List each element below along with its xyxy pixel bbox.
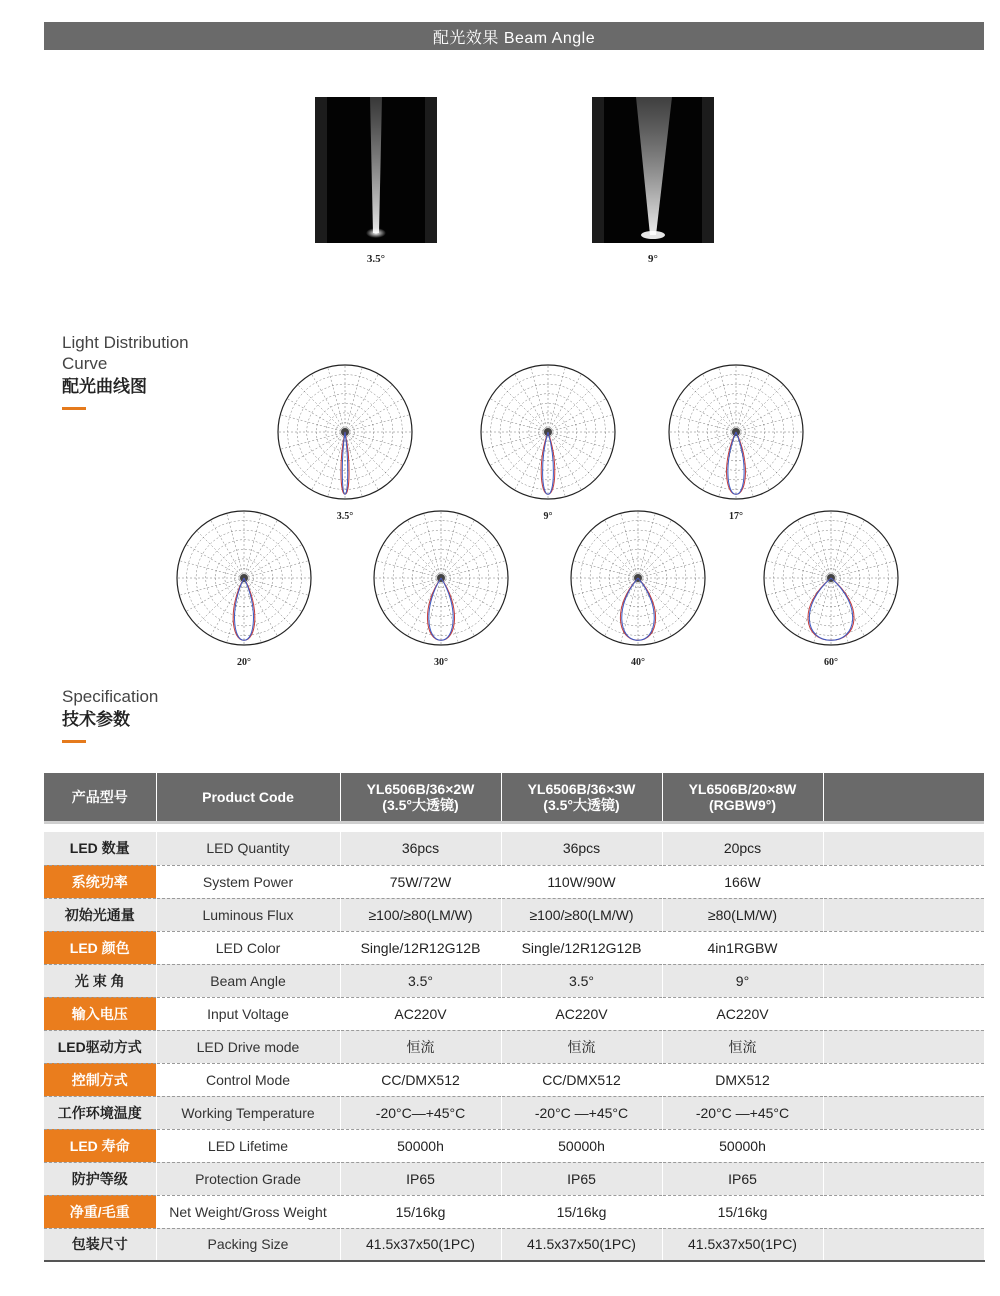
cell-value: -20°C —+45°C: [501, 1096, 662, 1129]
polar-spoke: [621, 513, 638, 578]
cell-value: IP65: [501, 1162, 662, 1195]
polar-spoke: [441, 531, 488, 578]
polar-spoke: [345, 432, 403, 466]
polar-spoke: [548, 415, 613, 432]
header-model-line2: (3.5°大透镜): [382, 796, 459, 813]
beam-photo-narrow: [315, 97, 437, 243]
polar-spoke: [831, 578, 848, 643]
cell-value: IP65: [662, 1162, 823, 1195]
polar-spoke: [179, 561, 244, 578]
polar-spoke: [441, 513, 458, 578]
polar-spoke: [605, 520, 639, 578]
cell-value: DMX512: [662, 1063, 823, 1096]
cell-value: 166W: [662, 865, 823, 898]
accent-bar: [62, 740, 86, 743]
header-model-1: [340, 773, 501, 822]
cell-empty: [823, 1129, 984, 1162]
cell-value: 75W/72W: [340, 865, 501, 898]
polar-spoke: [798, 578, 832, 636]
cell-value: 9°: [662, 964, 823, 997]
table-row: [44, 1063, 984, 1096]
header-model-line2: (3.5°大透镜): [543, 796, 620, 813]
polar-spoke: [483, 415, 548, 432]
polar-spoke: [328, 367, 345, 432]
cell-value: ≥100/≥80(LM/W): [501, 898, 662, 931]
polar-spoke: [766, 561, 831, 578]
polar-spoke: [831, 520, 865, 578]
polar-spoke: [227, 513, 244, 578]
polar-spoke: [638, 513, 655, 578]
table-row: [44, 1096, 984, 1129]
cell-value: Single/12R12G12B: [501, 931, 662, 964]
polar-spoke: [298, 432, 345, 479]
cell-empty: [823, 931, 984, 964]
polar-spoke: [831, 513, 848, 578]
polar-spoke: [831, 545, 889, 579]
polar-spoke: [345, 367, 362, 432]
table-row: [44, 1030, 984, 1063]
cell-empty: [823, 1195, 984, 1228]
row-label-en: Net Weight/Gross Weight: [156, 1195, 340, 1228]
polar-spoke: [814, 578, 831, 643]
cell-empty: [823, 997, 984, 1030]
row-label-en: LED Color: [156, 931, 340, 964]
cell-value: -20°C—+45°C: [340, 1096, 501, 1129]
cell-value: Single/12R12G12B: [340, 931, 501, 964]
polar-spoke: [244, 545, 302, 579]
table-row: [44, 997, 984, 1030]
cell-empty: [823, 832, 984, 865]
row-label-en: Protection Grade: [156, 1162, 340, 1195]
polar-spoke: [424, 578, 441, 643]
polar-spoke: [671, 432, 736, 449]
polar-spoke: [501, 385, 548, 432]
polar-spoke: [548, 432, 613, 449]
polar-spoke: [638, 561, 703, 578]
polar-spoke: [591, 531, 638, 578]
row-label-en: LED Drive mode: [156, 1030, 340, 1063]
polar-chart-label: 9°: [543, 511, 553, 522]
polar-chart: [364, 501, 518, 655]
polar-spoke: [678, 399, 736, 433]
cell-empty: [823, 1063, 984, 1096]
table-row: [44, 931, 984, 964]
polar-spoke: [831, 578, 889, 612]
polar-spoke: [531, 367, 548, 432]
cell-value: AC220V: [662, 997, 823, 1030]
header-model-line1: YL6506B/20×8W: [688, 780, 797, 797]
specification-title-en: Specification: [62, 687, 159, 706]
polar-spoke: [244, 578, 309, 595]
cell-value: 20pcs: [662, 832, 823, 865]
light-distribution-title: [62, 332, 189, 410]
polar-spoke: [197, 578, 244, 625]
light-distribution-title-en-2: Curve: [62, 354, 108, 373]
cell-value: ≥80(LM/W): [662, 898, 823, 931]
polar-spoke: [736, 432, 753, 497]
polar-spoke: [736, 374, 770, 432]
polar-spoke: [736, 432, 770, 490]
cell-value: 4in1RGBW: [662, 931, 823, 964]
cell-value: 110W/90W: [501, 865, 662, 898]
polar-spoke: [784, 531, 831, 578]
row-label-cn: LED驱动方式: [44, 1030, 156, 1063]
cell-empty: [823, 865, 984, 898]
header-model-3: [662, 773, 823, 822]
cell-value: 36pcs: [340, 832, 501, 865]
polar-spoke: [441, 520, 475, 578]
polar-spoke: [671, 415, 736, 432]
cell-empty: [823, 1162, 984, 1195]
table-row: [44, 898, 984, 931]
polar-spoke: [280, 432, 345, 449]
polar-chart: [561, 501, 715, 655]
cell-empty: [823, 1228, 984, 1261]
row-label-cn: 输入电压: [44, 997, 156, 1030]
table-row: [44, 964, 984, 997]
polar-spoke: [394, 531, 441, 578]
polar-spoke: [244, 561, 309, 578]
header-en: Product Code: [156, 773, 340, 822]
polar-spoke: [287, 432, 345, 466]
cell-empty: [823, 964, 984, 997]
header-model-line1: YL6506B/36×3W: [527, 780, 636, 797]
cell-value: 50000h: [662, 1129, 823, 1162]
cell-value: 50000h: [340, 1129, 501, 1162]
beam-photo-wide: [592, 97, 714, 243]
header-model-line2: (RGBW9°): [708, 796, 777, 813]
accent-bar: [62, 407, 86, 410]
table-row: [44, 865, 984, 898]
spec-table: [44, 773, 985, 1262]
row-label-cn: 防护等级: [44, 1162, 156, 1195]
polar-spoke: [591, 578, 638, 625]
polar-spoke: [441, 545, 499, 579]
polar-spoke: [186, 545, 244, 579]
polar-spoke: [736, 367, 753, 432]
polar-spoke: [638, 578, 685, 625]
row-label-en: Working Temperature: [156, 1096, 340, 1129]
beam-angle-header: [44, 22, 984, 50]
row-label-cn: LED 颜色: [44, 931, 156, 964]
polar-spoke: [376, 578, 441, 595]
polar-spoke: [394, 578, 441, 625]
row-label-cn: 控制方式: [44, 1063, 156, 1096]
polar-spoke: [580, 545, 638, 579]
polar-spoke: [548, 385, 595, 432]
polar-chart-label: 40°: [631, 657, 645, 668]
cell-value: AC220V: [340, 997, 501, 1030]
beam-wide-graphic: [592, 97, 714, 243]
header-model-2: [501, 773, 662, 822]
row-label-en: Input Voltage: [156, 997, 340, 1030]
row-label-cn: 初始光通量: [44, 898, 156, 931]
polar-spoke: [490, 432, 548, 466]
polar-chart: [268, 355, 422, 509]
polar-spoke: [703, 374, 737, 432]
polar-spoke: [703, 432, 737, 490]
polar-spoke: [211, 520, 245, 578]
header-cn: 产品型号: [44, 773, 156, 822]
polar-chart-label: 3.5°: [336, 511, 354, 522]
polar-spoke: [736, 415, 801, 432]
cell-value: 41.5x37x50(1PC): [340, 1228, 501, 1261]
polar-spoke: [638, 520, 672, 578]
row-label-en: LED Lifetime: [156, 1129, 340, 1162]
polar-spoke: [548, 374, 582, 432]
polar-spoke: [548, 432, 606, 466]
row-label-cn: 净重/毛重: [44, 1195, 156, 1228]
cell-value: 3.5°: [501, 964, 662, 997]
cell-value: 50000h: [501, 1129, 662, 1162]
polar-spoke: [515, 374, 549, 432]
row-label-en: System Power: [156, 865, 340, 898]
polar-spoke: [287, 399, 345, 433]
polar-spoke: [280, 415, 345, 432]
cell-value: 3.5°: [340, 964, 501, 997]
light-distribution-title-cn: 配光曲线图: [62, 377, 147, 396]
row-label-cn: LED 寿命: [44, 1129, 156, 1162]
polar-chart: [471, 355, 625, 509]
polar-spoke: [580, 578, 638, 612]
table-row: [44, 1195, 984, 1228]
cell-value: 恒流: [662, 1030, 823, 1063]
polar-chart-label: 20°: [237, 657, 251, 668]
cell-empty: [823, 898, 984, 931]
polar-spoke: [376, 561, 441, 578]
light-distribution-title-en-1: Light Distribution: [62, 333, 189, 352]
polar-spoke: [736, 432, 801, 449]
cell-value: IP65: [340, 1162, 501, 1195]
polar-chart: [167, 501, 321, 655]
polar-spoke: [298, 385, 345, 432]
polar-spoke: [244, 520, 278, 578]
polar-spoke: [773, 578, 831, 612]
row-label-en: Beam Angle: [156, 964, 340, 997]
polar-chart: [659, 355, 813, 509]
polar-spoke: [638, 531, 685, 578]
polar-chart-label: 17°: [729, 511, 743, 522]
polar-spoke: [211, 578, 245, 636]
polar-chart-label: 60°: [824, 657, 838, 668]
specification-title: [62, 686, 158, 743]
polar-chart: [754, 501, 908, 655]
cell-value: AC220V: [501, 997, 662, 1030]
polar-spoke: [244, 578, 291, 625]
cell-value: ≥100/≥80(LM/W): [340, 898, 501, 931]
polar-spoke: [244, 513, 261, 578]
polar-spoke: [441, 578, 506, 595]
polar-spoke: [719, 367, 736, 432]
polar-spoke: [831, 578, 865, 636]
cell-value: 36pcs: [501, 832, 662, 865]
polar-spoke: [383, 545, 441, 579]
polar-spoke: [621, 578, 638, 643]
cell-value: 15/16kg: [501, 1195, 662, 1228]
row-label-en: Packing Size: [156, 1228, 340, 1261]
row-label-cn: 系统功率: [44, 865, 156, 898]
beam-photo-caption: 9°: [648, 253, 658, 265]
polar-spoke: [179, 578, 244, 595]
cell-value: 恒流: [340, 1030, 501, 1063]
polar-spoke: [244, 531, 291, 578]
polar-spoke: [814, 513, 831, 578]
specification-title-cn: 技术参数: [62, 710, 130, 729]
polar-spoke: [736, 385, 783, 432]
polar-spoke: [345, 432, 410, 449]
polar-spoke: [345, 415, 410, 432]
polar-spoke: [548, 399, 606, 433]
row-label-en: Luminous Flux: [156, 898, 340, 931]
row-label-cn: 包装尺寸: [44, 1228, 156, 1261]
cell-empty: [823, 1030, 984, 1063]
polar-spoke: [831, 561, 896, 578]
polar-spoke: [719, 432, 736, 497]
row-label-cn: LED 数量: [44, 832, 156, 865]
polar-spoke: [483, 432, 548, 449]
polar-chart-label: 30°: [434, 657, 448, 668]
polar-spoke: [573, 561, 638, 578]
table-row: [44, 1129, 984, 1162]
header-model-line1: YL6506B/36×2W: [366, 780, 475, 797]
polar-spoke: [244, 578, 278, 636]
polar-spoke: [638, 545, 696, 579]
polar-spoke: [312, 374, 346, 432]
polar-spoke: [773, 545, 831, 579]
table-row: [44, 1162, 984, 1195]
row-label-cn: 工作环境温度: [44, 1096, 156, 1129]
polar-spoke: [441, 561, 506, 578]
polar-spoke: [548, 367, 565, 432]
polar-spoke: [441, 578, 488, 625]
spec-header-row: [44, 773, 984, 822]
polar-spoke: [798, 520, 832, 578]
beam-angle-header-title: 配光效果 Beam Angle: [432, 29, 596, 47]
cell-value: CC/DMX512: [501, 1063, 662, 1096]
polar-spoke: [689, 385, 736, 432]
polar-spoke: [638, 578, 655, 643]
polar-spoke: [345, 374, 379, 432]
header-empty: [823, 773, 984, 822]
polar-spoke: [345, 432, 392, 479]
cell-value: 15/16kg: [340, 1195, 501, 1228]
table-row: [44, 832, 984, 865]
cell-value: 恒流: [501, 1030, 662, 1063]
polar-spoke: [312, 432, 346, 490]
polar-spoke: [831, 531, 878, 578]
polar-spoke: [408, 520, 442, 578]
cell-value: 41.5x37x50(1PC): [662, 1228, 823, 1261]
row-label-en: LED Quantity: [156, 832, 340, 865]
polar-spoke: [441, 578, 458, 643]
cell-value: -20°C —+45°C: [662, 1096, 823, 1129]
polar-spoke: [424, 513, 441, 578]
cell-value: CC/DMX512: [340, 1063, 501, 1096]
row-label-en: Control Mode: [156, 1063, 340, 1096]
row-label-cn: 光 束 角: [44, 964, 156, 997]
polar-spoke: [638, 578, 696, 612]
table-row: [44, 1228, 984, 1261]
cell-value: 41.5x37x50(1PC): [501, 1228, 662, 1261]
cell-empty: [823, 1096, 984, 1129]
polar-spoke: [345, 432, 379, 490]
beam-narrow-graphic: [315, 97, 437, 243]
polar-spoke: [490, 399, 548, 433]
polar-spoke: [197, 531, 244, 578]
cell-value: 15/16kg: [662, 1195, 823, 1228]
polar-spoke: [736, 399, 794, 433]
polar-spoke: [345, 385, 392, 432]
polar-spoke: [345, 399, 403, 433]
beam-photo-caption: 3.5°: [366, 253, 386, 265]
